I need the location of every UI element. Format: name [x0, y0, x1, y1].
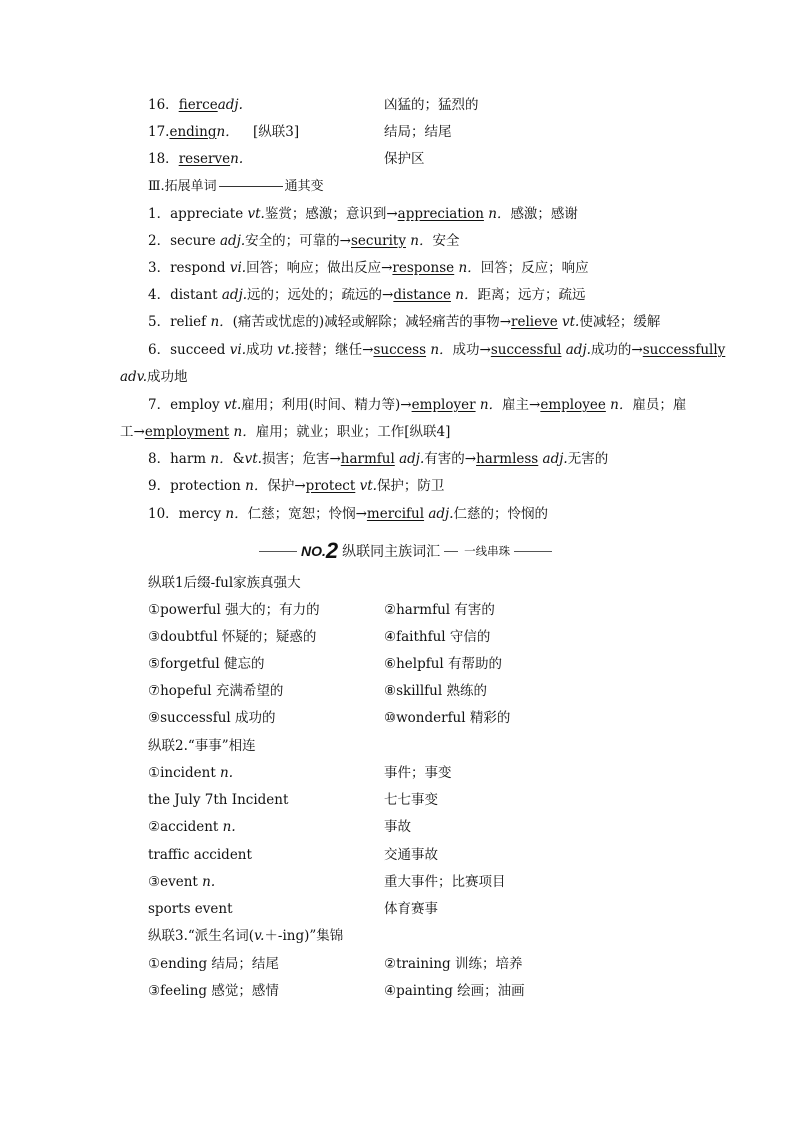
derived-word: successful — [490, 342, 562, 358]
derived-word: employee — [540, 397, 606, 413]
derived-word: success — [373, 342, 427, 358]
item-text: 接替；继任→ — [294, 342, 374, 358]
group1-pair — [148, 653, 708, 675]
part-of-speech: n． — [225, 506, 248, 522]
derived-word: distance — [393, 287, 451, 303]
part-of-speech: adj. — [221, 287, 248, 303]
item-text: 雇用；利用(时间、精力等)→ — [241, 397, 412, 413]
group2-row — [148, 871, 708, 893]
part-of-speech: adv. — [120, 369, 148, 385]
derived-word: harmful — [340, 451, 395, 467]
vocab-row-16 — [148, 94, 708, 116]
item-text: 3．respond — [148, 260, 230, 276]
item-text: 回答；响应；做出反应→ — [246, 260, 393, 276]
group1-pair — [148, 599, 708, 621]
vocab-meaning: 保护区 — [384, 151, 425, 167]
expand-item-6-continued — [120, 366, 188, 388]
word-meaning: 事件；事变 — [384, 765, 452, 781]
expand-item-7-continued — [120, 421, 450, 443]
item-text: 成功的→ — [590, 342, 643, 358]
part-of-speech: n. — [230, 151, 244, 167]
item-text: 感激；感谢 — [510, 206, 578, 222]
part-of-speech: n． — [210, 451, 233, 467]
heading-dash — [259, 551, 297, 552]
word-entry: ④painting 绘画；油画 — [384, 983, 525, 999]
item-text: 6．succeed — [148, 342, 230, 358]
part-of-speech: n. — [220, 765, 234, 781]
heading-dash — [514, 551, 552, 552]
word-entry: ③doubtful 怀疑的；疑惑的 — [148, 629, 317, 645]
derived-word: protect — [305, 478, 356, 494]
word-entry: ⑤forgetful 健忘的 — [148, 656, 265, 672]
part-of-speech: vt. — [247, 206, 265, 222]
group2-row — [148, 789, 708, 811]
word-entry: ⑦hopeful 充满希望的 — [148, 683, 284, 699]
group-title: ＋-ing)”集锦 — [264, 928, 344, 944]
group2-row — [148, 816, 708, 838]
item-number: 17. — [148, 124, 170, 140]
item-text: 成功地 — [147, 369, 188, 385]
expand-item-10 — [148, 503, 708, 525]
expand-item-4 — [148, 284, 708, 306]
item-text: 雇用；就业；职业；工作[纵联4] — [255, 424, 451, 440]
part-of-speech: n． — [216, 124, 239, 140]
word-entry: ①incident — [148, 765, 221, 781]
derived-word: successfully — [642, 342, 726, 358]
heading-number: 2 — [325, 538, 339, 563]
word-entry: ①powerful 强大的；有力的 — [148, 602, 320, 618]
item-text: 有害的→ — [424, 451, 477, 467]
group2-row — [148, 762, 708, 784]
expand-item-3 — [148, 257, 708, 279]
expand-item-1 — [148, 203, 708, 225]
group2-row — [148, 844, 708, 866]
vocab-word: ending — [169, 124, 217, 140]
item-text: 使减轻；缓解 — [579, 314, 661, 330]
word-entry: ⑨successful 成功的 — [148, 710, 276, 726]
group-title: 纵联3.“派生名词( — [148, 928, 255, 944]
item-text: 5．relief — [148, 314, 211, 330]
part-of-speech: n. — [222, 819, 236, 835]
word-entry: ③feeling 感觉；感情 — [148, 983, 279, 999]
item-text: 1．appreciate — [148, 206, 248, 222]
vocab-meaning: 凶猛的；猛烈的 — [384, 97, 479, 113]
part-of-speech: vt. — [277, 342, 295, 358]
derived-word: security — [350, 233, 406, 249]
heading-no-label: NO. — [301, 543, 326, 559]
group2-row — [148, 898, 708, 920]
derived-word: response — [392, 260, 455, 276]
part-of-speech: vt. — [223, 397, 242, 413]
derived-word: relieve — [511, 314, 558, 330]
item-text: 保护；防卫 — [376, 478, 445, 494]
part-of-speech: vt. — [244, 451, 262, 467]
part-of-speech: vt. — [557, 314, 580, 330]
section-title-part: 通其变 — [284, 179, 324, 194]
part-of-speech: adj. — [538, 451, 568, 467]
heading-dash — [444, 551, 458, 552]
part-of-speech: n． — [245, 478, 268, 494]
part-of-speech: n． — [405, 233, 433, 249]
item-text: 9．protection — [148, 478, 246, 494]
part-of-speech: adj. — [220, 233, 246, 249]
item-number: 18． — [148, 151, 179, 167]
item-text: 雇主→ — [502, 397, 541, 413]
group1-pair — [148, 626, 708, 648]
item-text: 无害的 — [567, 451, 609, 467]
word-entry: ⑧skillful 熟练的 — [384, 683, 487, 699]
part-of-speech: vt. — [355, 478, 377, 494]
expand-item-6 — [148, 339, 726, 361]
part-of-speech: n． — [426, 342, 453, 358]
word-meaning: 交通事故 — [384, 847, 438, 863]
group1-title — [148, 572, 708, 594]
vocab-row-17 — [148, 121, 708, 143]
item-text: 距离；远方；疏远 — [477, 287, 586, 303]
group3-pair — [148, 953, 708, 975]
part-of-speech: vi. — [229, 342, 246, 358]
vocab-word: reserve — [178, 151, 231, 167]
vocab-row-18 — [148, 148, 708, 170]
item-text: 4．distant — [148, 287, 222, 303]
item-text: 鉴赏；感激；意识到→ — [264, 206, 398, 222]
heading-subtitle: 一线串珠 — [464, 544, 511, 558]
item-text: 仁慈的；怜悯的 — [453, 506, 549, 522]
part-of-speech: n． — [454, 260, 481, 276]
word-entry: ③event — [148, 874, 203, 890]
derived-word: employment — [144, 424, 230, 440]
item-text: 2．secure — [148, 233, 220, 249]
part-of-speech: n. — [202, 874, 216, 890]
item-number: 16． — [148, 97, 179, 113]
group-title: 纵联2.“事事”相连 — [148, 738, 256, 754]
item-text: 成功→ — [452, 342, 491, 358]
item-text: 7．employ — [148, 397, 224, 413]
item-text: 安全 — [432, 233, 460, 249]
word-entry: ②accident — [148, 819, 223, 835]
word-entry: ②training 训练；培养 — [384, 956, 523, 972]
group1-pair — [148, 680, 708, 702]
derived-word: harmless — [476, 451, 539, 467]
item-text: 远的；远处的；疏远的→ — [247, 287, 394, 303]
word-meaning: 事故 — [384, 819, 411, 835]
item-text: 成功 — [246, 342, 278, 358]
word-entry: ⑩wonderful 精彩的 — [384, 710, 511, 726]
part-of-speech: n． — [210, 314, 233, 330]
word-entry: traffic accident — [148, 847, 252, 863]
word-meaning: 体育赛事 — [384, 901, 438, 917]
word-meaning: 重大事件；比赛项目 — [384, 874, 506, 890]
part-of-speech: adj. — [394, 451, 425, 467]
part-of-speech: n． — [450, 287, 478, 303]
word-entry: the July 7th Incident — [148, 792, 289, 808]
expand-item-2 — [148, 230, 708, 252]
item-text: 雇员；雇 — [632, 397, 687, 413]
word-entry: ②harmful 有害的 — [384, 602, 495, 618]
part-of-speech: n． — [483, 206, 511, 222]
part-of-speech: adj. — [217, 97, 243, 113]
word-entry: ④faithful 守信的 — [384, 629, 491, 645]
item-text: 保护→ — [267, 478, 306, 494]
vocab-word: fierce — [178, 97, 218, 113]
part-of-speech: adj. — [561, 342, 591, 358]
item-text: 安全的；可靠的→ — [245, 233, 351, 249]
title-dash — [219, 186, 283, 187]
item-text: 10．mercy — [148, 506, 226, 522]
group-title: 纵联1后缀-ful家族真强大 — [148, 575, 301, 591]
group-title-italic: v. — [254, 928, 265, 944]
item-text: 工→ — [120, 424, 145, 440]
section-title-part: Ⅲ.拓展单词 — [148, 179, 217, 194]
derived-word: merciful — [366, 506, 425, 522]
group2-title — [148, 735, 708, 757]
part-of-speech: vi. — [229, 260, 247, 276]
part-of-speech: adj. — [424, 506, 454, 522]
part-of-speech: n． — [475, 397, 503, 413]
item-text: (痛苦或忧虑的)减轻或解除；减轻痛苦的事物→ — [232, 314, 512, 330]
item-text: 仁慈；宽恕；怜悯→ — [247, 506, 367, 522]
expand-item-5 — [148, 311, 708, 333]
expand-item-7 — [148, 394, 708, 416]
section-heading-no2 — [255, 540, 575, 562]
item-text: 损害；危害→ — [261, 451, 341, 467]
cross-reference-note: [纵联3] — [253, 124, 300, 140]
vocab-meaning: 结局；结尾 — [384, 124, 452, 140]
expand-item-9 — [148, 475, 708, 497]
word-meaning: 七七事变 — [384, 792, 438, 808]
item-text: & — [232, 451, 245, 467]
section-title-expand — [148, 176, 708, 198]
item-text: 8．harm — [148, 451, 211, 467]
word-entry: ①ending 结局；结尾 — [148, 956, 279, 972]
part-of-speech: n． — [229, 424, 256, 440]
derived-word: appreciation — [397, 206, 484, 222]
item-text: 回答；反应；响应 — [480, 260, 589, 276]
expand-item-8 — [148, 448, 708, 470]
group3-title — [148, 925, 708, 947]
derived-word: employer — [411, 397, 476, 413]
word-entry: sports event — [148, 901, 233, 917]
group1-pair — [148, 707, 708, 729]
part-of-speech: n． — [605, 397, 633, 413]
group3-pair — [148, 980, 708, 1002]
word-entry: ⑥helpful 有帮助的 — [384, 656, 503, 672]
heading-title: 纵联同主族词汇 — [342, 544, 441, 560]
